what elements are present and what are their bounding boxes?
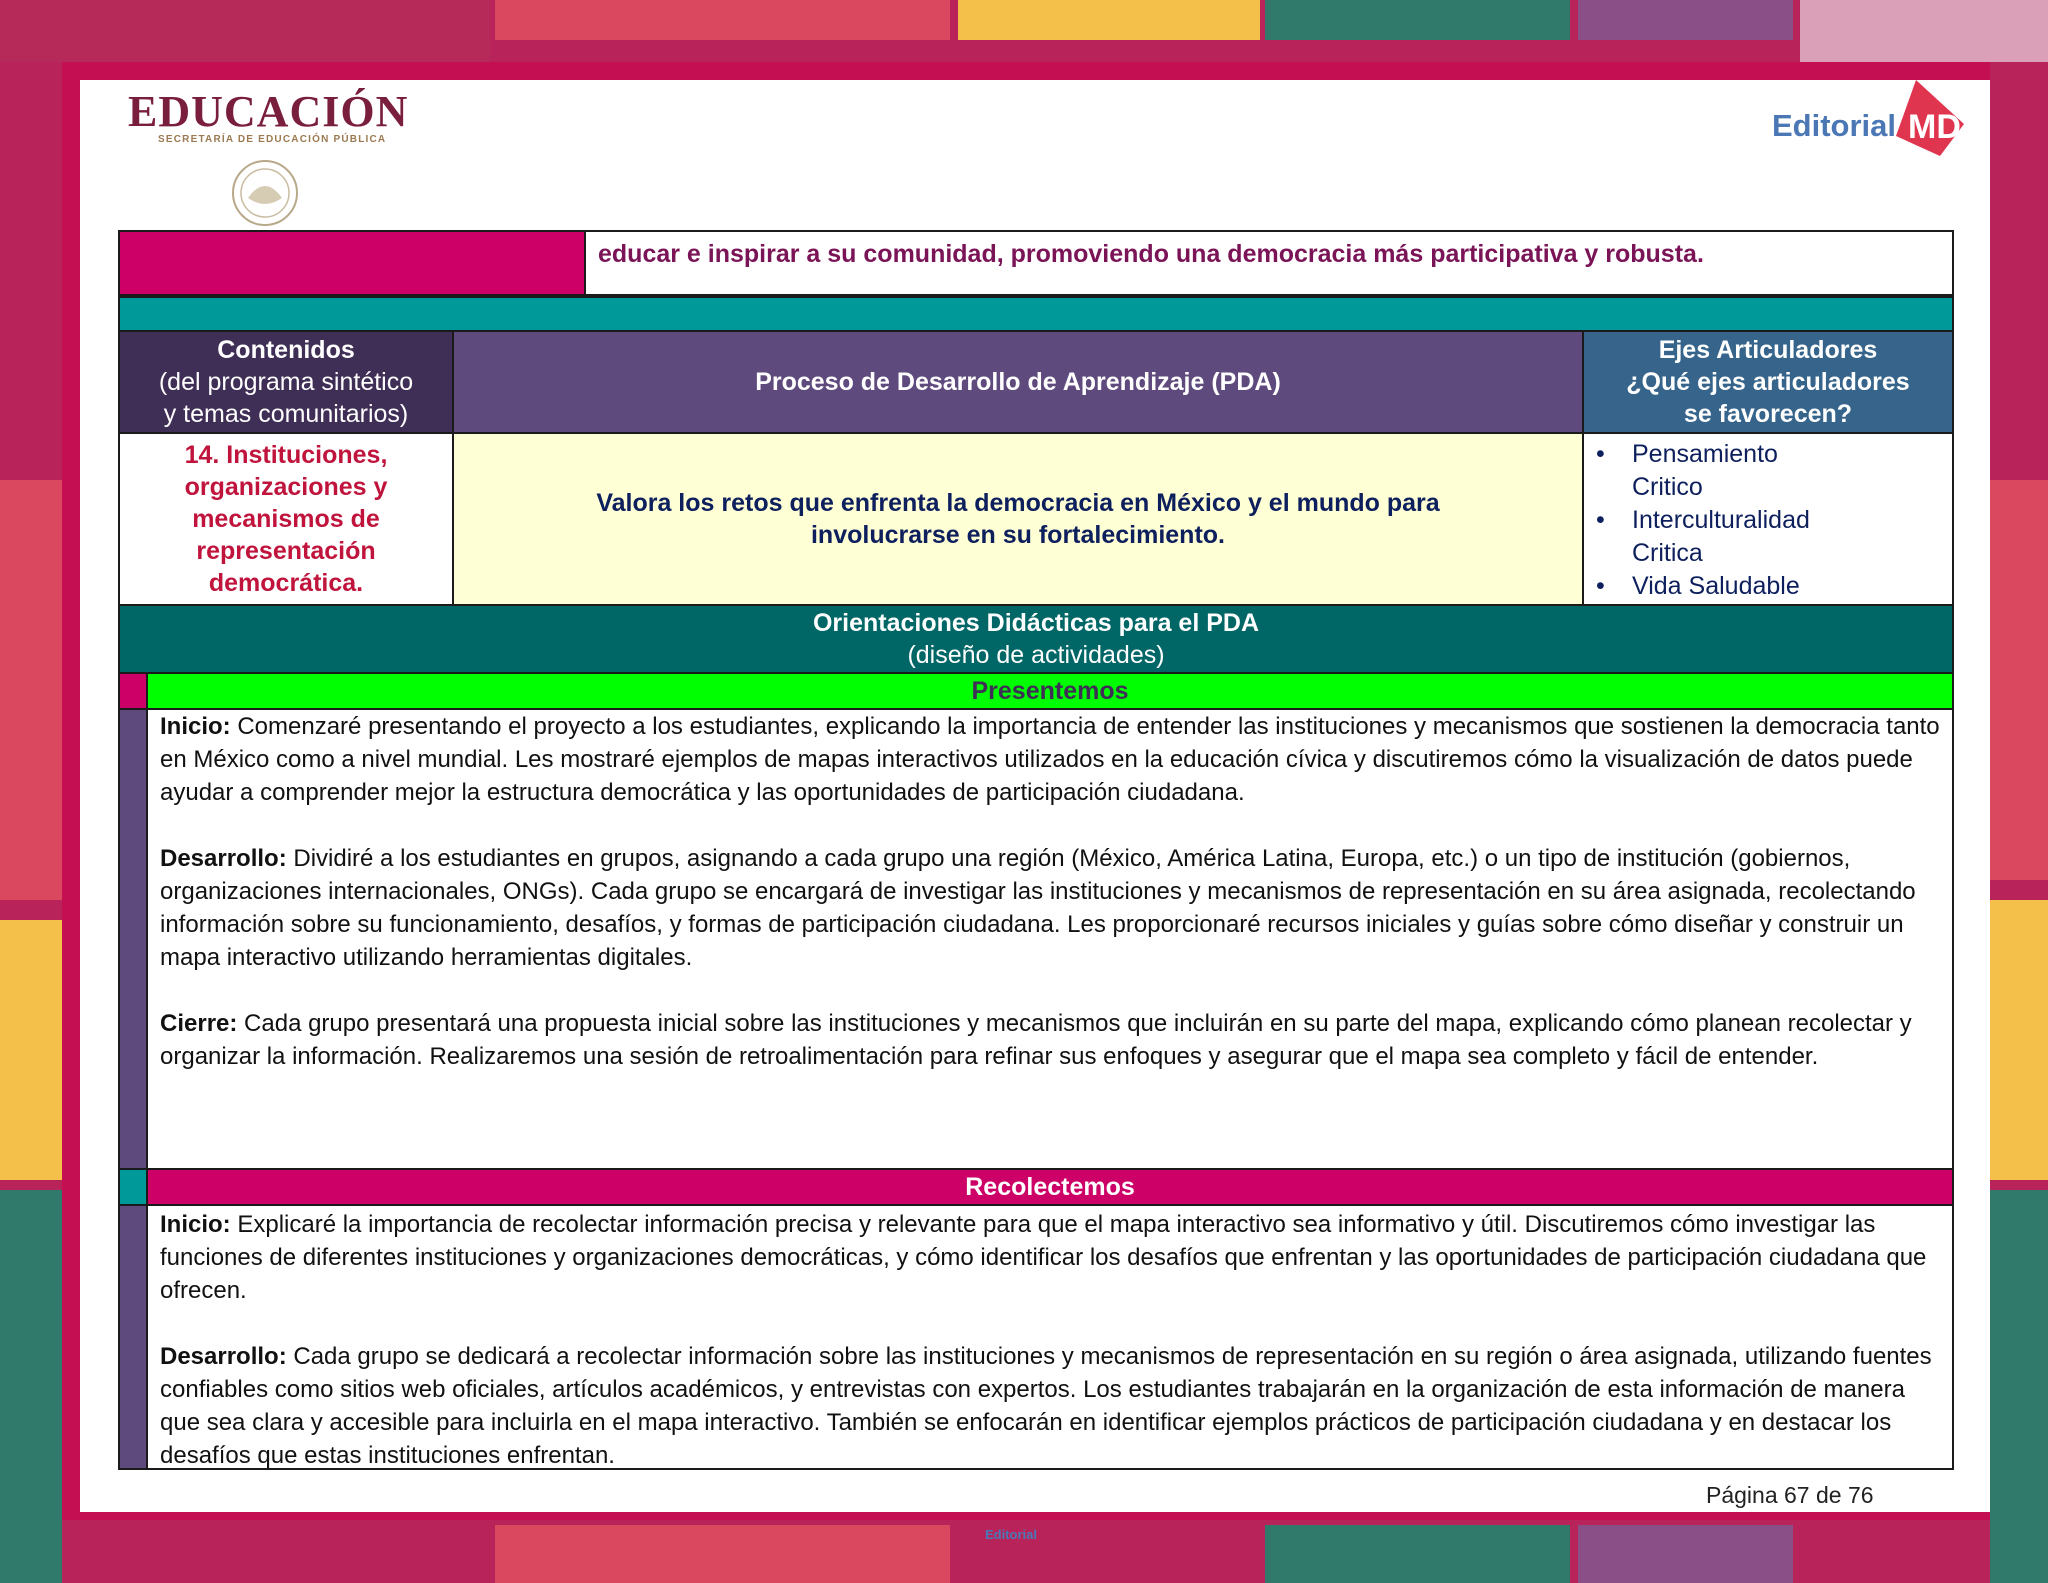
bg-tile <box>1578 1525 1793 1583</box>
presentemos-title: Presentemos <box>971 677 1129 705</box>
inicio-text: Comenzaré presentando el proyecto a los estudiantes, explicando la importancia de entender las instituciones y mecanismos que sostienen la democracia tanto en México como a nivel mundial. Les mostraré ejemplos de mapas interactivos utilizados en la educación cívica y discutiremos cómo la visualización de datos puede ayudar a comprender mejor la estructura democrática y las oportunidades de participación ciudadana. <box>160 713 1940 806</box>
bg-tile <box>1265 0 1570 40</box>
bg-tile <box>1990 900 2048 1180</box>
teal-separator <box>118 296 1954 332</box>
eje-label: Critica <box>1632 539 1703 567</box>
page-number: Página 67 de 76 <box>1706 1482 1874 1508</box>
desarrollo-text: Dividiré a los estudiantes en grupos, asignando a cada grupo una región (México, América Latina, Europa, etc.) o un tipo de institución (gobiernos, organizaciones internacionales, ONGs). Cada grupo se encargará de investigar las instituciones y mecanismos de representación en su área asignada, recolectando información sobre su funcionamiento, desafíos, y formas de participación ciudadana. Les proporcionaré recursos iniciales y guías sobre cómo diseñar y construir un mapa interactivo utilizando herramientas digitales. <box>160 845 1916 971</box>
ejes-list-item <box>1584 504 1810 537</box>
desarrollo-label: Desarrollo: <box>160 845 287 872</box>
ejes-list-item-continued <box>1584 537 1810 570</box>
bg-tile <box>1990 480 2048 880</box>
pda-header <box>452 330 1584 434</box>
contenido-line: organizaciones y <box>184 473 388 501</box>
recolectemos-side-marker <box>118 1168 148 1206</box>
top-row-label-cell <box>118 230 586 296</box>
desarrollo-text: Cada grupo se dedicará a recolectar información sobre las instituciones y mecanismos de representación en su región o área asignada, utilizando fuentes confiables como sitios web oficiales, artículos académicos, y entrevistas con expertos. Los estudiantes trabajarán en la organización de esta información de manera que sea clara y accesible para incluirla en el mapa interactivo. También se enfocarán en identificar ejemplos prácticos de participación ciudadana y en destacar los desafíos que estas instituciones enfrentan. <box>160 1343 1932 1469</box>
presentemos-side-marker <box>118 672 148 710</box>
contenidos-subtitle-2: y temas comunitarios) <box>163 400 409 428</box>
eje-label: Vida Saludable <box>1632 572 1800 600</box>
inicio-text: Explicaré la importancia de recolectar información precisa y relevante para que el mapa interactivo sea informativo y útil. Discutiremos cómo investigar las funciones de diferentes instituciones y organizaciones democráticas, y cómo identificar los desafíos que enfrentan y las oportunidades de participación ciudadana que ofrecen. <box>160 1211 1927 1304</box>
ejes-header <box>1582 330 1954 434</box>
bullet-icon: • <box>1596 572 1605 600</box>
ejes-list-item <box>1584 570 1810 603</box>
ejes-list-item-continued <box>1584 471 1810 504</box>
publisher-mark-icon <box>1896 80 1964 156</box>
bullet-icon: • <box>1596 506 1605 534</box>
inicio-label: Inicio: <box>160 1211 231 1238</box>
eje-label: Critico <box>1632 473 1703 501</box>
pda-title: Proceso de Desarrollo de Aprendizaje (PDA) <box>755 368 1281 396</box>
eje-label: Interculturalidad <box>1632 506 1810 534</box>
contenido-line: democrática. <box>208 569 364 597</box>
inicio-label: Inicio: <box>160 713 231 740</box>
contenidos-title: Contenidos <box>217 336 355 364</box>
recolectemos-side-bar <box>118 1204 148 1470</box>
desarrollo-label: Desarrollo: <box>160 1343 287 1370</box>
presentemos-header <box>146 672 1954 710</box>
ejes-subtitle-2: se favorecen? <box>1683 400 1853 428</box>
recolectemos-title: Recolectemos <box>965 1173 1135 1201</box>
cierre-label: Cierre: <box>160 1010 238 1037</box>
bg-tile <box>1578 0 1793 40</box>
contenido-line: mecanismos de <box>192 505 380 533</box>
bg-tile <box>0 920 62 1180</box>
pda-text-line-1: Valora los retos que enfrenta la democracia en México y el mundo para <box>596 489 1440 517</box>
bullet-icon: • <box>1596 440 1605 468</box>
ejes-cell <box>1582 432 1954 606</box>
ejes-subtitle-1: ¿Qué ejes articuladores <box>1626 368 1910 396</box>
bg-tile <box>0 1190 62 1583</box>
pda-cell <box>452 432 1584 606</box>
bg-tile <box>1990 1190 2048 1583</box>
recolectemos-inicio-paragraph <box>160 1208 1940 1307</box>
contenido-line: 14. Instituciones, <box>184 441 388 469</box>
ministry-logo: EDUCACIÓN <box>128 87 409 136</box>
presentemos-desarrollo-paragraph <box>160 842 1940 974</box>
orientaciones-title: Orientaciones Didácticas para el PDA <box>812 609 1259 637</box>
presentemos-body <box>160 710 1940 1106</box>
svg-text:MD: MD <box>1908 108 1961 146</box>
ejes-list-item <box>1584 438 1810 471</box>
bg-tile <box>495 1525 950 1583</box>
presentemos-side-bar <box>118 708 148 1170</box>
bg-tile <box>0 0 490 62</box>
recolectemos-desarrollo-paragraph <box>160 1340 1940 1472</box>
pda-text-line-2: involucrarse en su fortalecimiento. <box>810 521 1225 549</box>
contenidos-subtitle-1: (del programa sintético <box>158 368 414 396</box>
contenido-line: representación <box>196 537 376 565</box>
bg-tile <box>0 480 62 900</box>
bg-tile <box>1265 1525 1570 1583</box>
cierre-text: Cada grupo presentará una propuesta inicial sobre las instituciones y mecanismos que incluirán en su parte del mapa, explicando cómo planean recolectar y organizar la información. Realizaremos una sesión de retroalimentación para refinar sus enfoques y asegurar que el mapa sea completo y fácil de entender. <box>160 1010 1912 1070</box>
presentemos-cierre-paragraph <box>160 1007 1940 1073</box>
top-row-text: educar e inspirar a su comunidad, promoviendo una democracia más participativa y robusta. <box>598 240 1704 268</box>
orientaciones-header <box>118 604 1954 674</box>
ejes-list <box>1584 438 1810 603</box>
contenido-cell <box>118 432 454 606</box>
national-seal-icon <box>226 158 304 228</box>
bg-tile <box>958 0 1260 40</box>
top-row-text-cell <box>584 230 1954 296</box>
footer-publisher-logo: Editorial <box>985 1527 1038 1542</box>
eje-label: Pensamiento <box>1632 440 1778 468</box>
bg-tile <box>1800 0 2048 62</box>
publisher-logo: Editorial <box>1772 108 1897 143</box>
contenidos-header <box>118 330 454 434</box>
ministry-subtitle: SECRETARÍA DE EDUCACIÓN PÚBLICA <box>158 134 387 145</box>
bg-tile <box>495 0 950 40</box>
presentemos-inicio-paragraph <box>160 710 1940 809</box>
ejes-title: Ejes Articuladores <box>1658 336 1878 364</box>
recolectemos-header <box>146 1168 1954 1206</box>
recolectemos-body <box>160 1208 1940 1472</box>
orientaciones-subtitle: (diseño de actividades) <box>907 641 1165 669</box>
